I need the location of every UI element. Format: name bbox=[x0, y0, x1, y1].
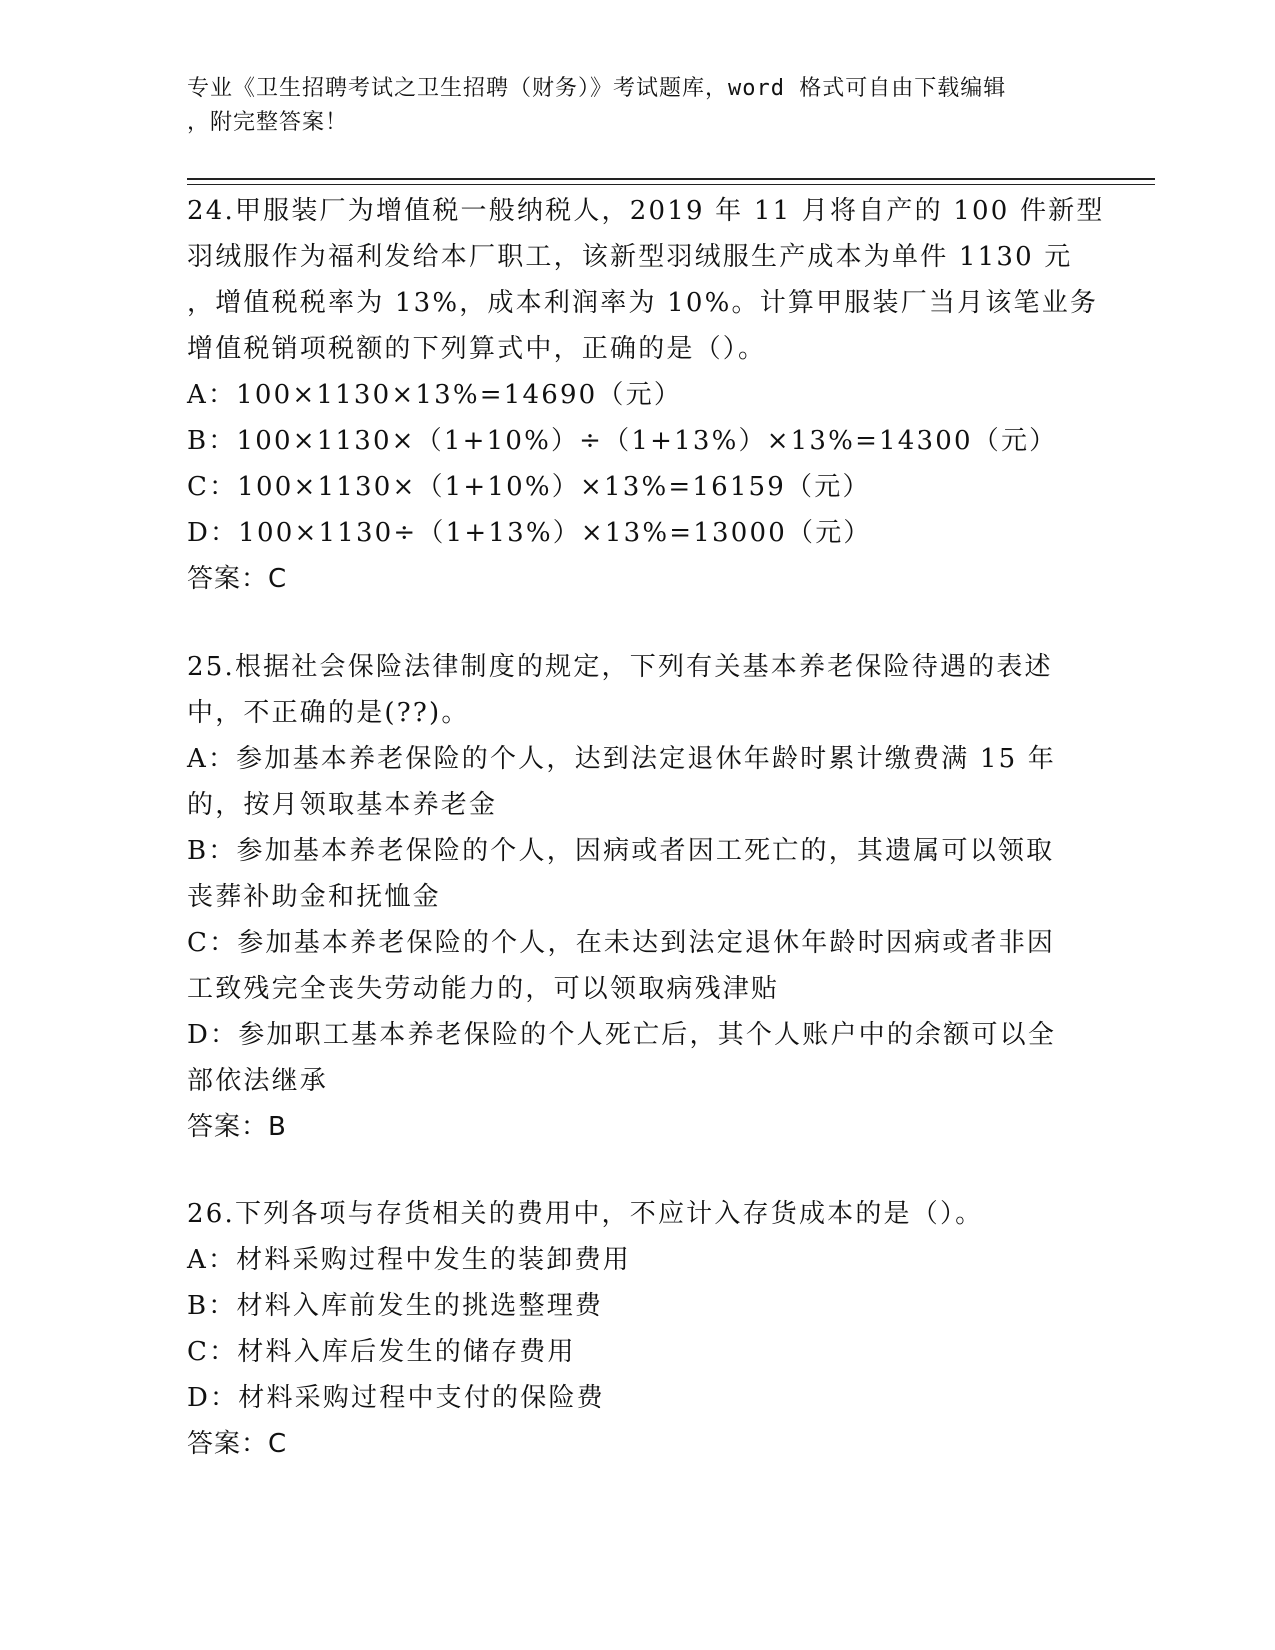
option-b: B：材料入库前发生的挑选整理费 bbox=[187, 1291, 604, 1321]
option-c: C：材料入库后发生的储存费用 bbox=[187, 1337, 576, 1367]
option-a: A：100×1130×13%=14690（元） bbox=[187, 380, 683, 410]
option-d: D：材料采购过程中支付的保险费 bbox=[187, 1383, 605, 1413]
answer-label: 答案：B bbox=[187, 1112, 287, 1142]
header-line-1: 专业《卫生招聘考试之卫生招聘（财务）》考试题库，word 格式可自由下载编辑 bbox=[187, 76, 1007, 101]
option-d: D：参加职工基本养老保险的个人死亡后，其个人账户中的余额可以全 bbox=[187, 1020, 1057, 1050]
question-stem-line: 25.根据社会保险法律制度的规定，下列有关基本养老保险待遇的表述 bbox=[187, 652, 1053, 682]
option-b-continued: 丧葬补助金和抚恤金 bbox=[187, 882, 441, 912]
header-divider-thin bbox=[187, 184, 1155, 185]
answer-label: 答案：C bbox=[187, 564, 288, 594]
question-24 bbox=[187, 188, 1105, 602]
option-d-continued: 部依法继承 bbox=[187, 1066, 329, 1096]
question-stem-line: 24.甲服装厂为增值税一般纳税人，2019 年 11 月将自产的 100 件新型 bbox=[187, 196, 1105, 226]
option-b: B：参加基本养老保险的个人，因病或者因工死亡的，其遗属可以领取 bbox=[187, 836, 1055, 866]
option-b: B：100×1130×（1+10%）÷（1+13%）×13%=14300（元） bbox=[187, 426, 1058, 456]
option-a: A：参加基本养老保险的个人，达到法定退休年龄时累计缴费满 15 年 bbox=[187, 744, 1056, 774]
option-a: A：材料采购过程中发生的装卸费用 bbox=[187, 1245, 631, 1275]
document-header bbox=[187, 72, 1067, 140]
answer-label: 答案：C bbox=[187, 1429, 288, 1459]
option-a-continued: 的，按月领取基本养老金 bbox=[187, 790, 498, 820]
question-stem-line: ，增值税税率为 13%，成本利润率为 10%。计算甲服装厂当月该笔业务 bbox=[187, 288, 1099, 318]
question-stem-line: 26.下列各项与存货相关的费用中，不应计入存货成本的是（）。 bbox=[187, 1199, 984, 1229]
option-c: C：100×1130×（1+10%）×13%=16159（元） bbox=[187, 472, 871, 502]
question-25 bbox=[187, 644, 1077, 1150]
question-stem-line: 中，不正确的是(??)。 bbox=[187, 698, 470, 728]
option-c-continued: 工致残完全丧失劳动能力的，可以领取病残津贴 bbox=[187, 974, 780, 1004]
header-divider-thick bbox=[187, 178, 1155, 180]
option-d: D：100×1130÷（1+13%）×13%=13000（元） bbox=[187, 518, 872, 548]
question-26 bbox=[187, 1191, 1077, 1467]
header-line-2: ，附完整答案！ bbox=[187, 110, 349, 135]
option-c: C：参加基本养老保险的个人，在未达到法定退休年龄时因病或者非因 bbox=[187, 928, 1056, 958]
question-stem-line: 羽绒服作为福利发给本厂职工，该新型羽绒服生产成本为单件 1130 元 bbox=[187, 242, 1073, 272]
question-stem-line: 增值税销项税额的下列算式中，正确的是（）。 bbox=[187, 334, 767, 364]
